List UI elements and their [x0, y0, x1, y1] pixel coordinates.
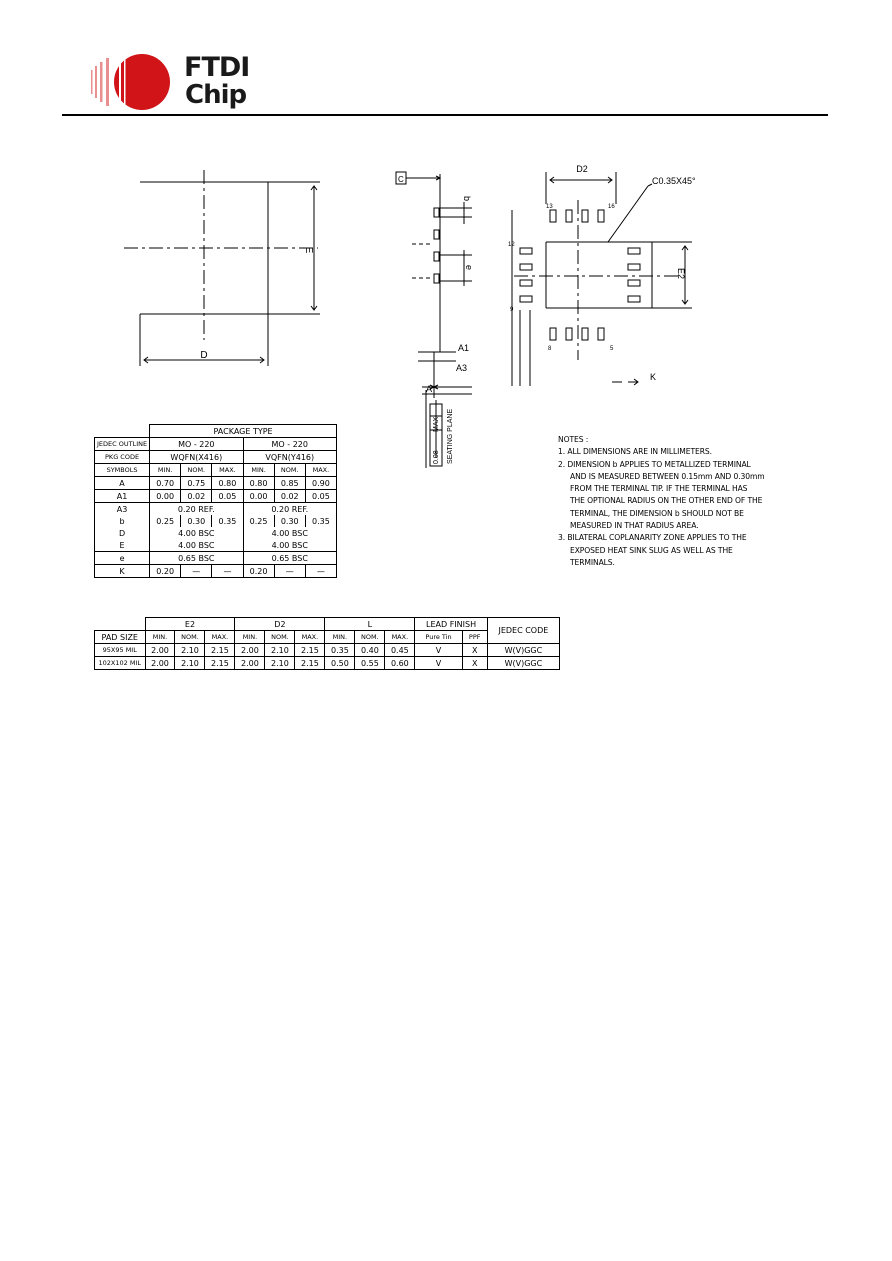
cell: 0.30	[274, 515, 305, 527]
side-view-e-label: e	[464, 265, 474, 271]
cell: 0.65 BSC	[243, 552, 336, 565]
cell: 0.20	[243, 565, 274, 578]
column-header: MIN.	[325, 631, 355, 644]
cell: 0.50	[325, 657, 355, 670]
row-label: A	[95, 477, 150, 490]
cell: NOM.	[181, 464, 212, 477]
cell: 2.15	[295, 657, 325, 670]
row-label: D	[95, 527, 150, 539]
row-label: b	[95, 515, 150, 527]
cell: 0.65 BSC	[150, 552, 243, 565]
side-view-a3-label: A3	[456, 363, 468, 373]
notes-title: NOTES :	[558, 435, 589, 444]
column-header: PPF	[462, 631, 487, 644]
cell: WQFN(X416)	[150, 451, 243, 464]
table-header-row	[95, 618, 560, 631]
column-header: MIN.	[145, 631, 175, 644]
pin-13-label: 13	[546, 204, 553, 210]
cell: 0.20	[150, 565, 181, 578]
pin-9-label: 9	[510, 307, 514, 313]
pin-16-label: 16	[608, 204, 615, 210]
note-line: FROM THE TERMINAL TIP. IF THE TERMINAL HAS	[570, 484, 748, 494]
logo-circles-icon	[88, 52, 188, 112]
table-row	[95, 539, 337, 552]
cell: 0.20 REF.	[243, 503, 336, 516]
cell: 0.90	[305, 477, 336, 490]
cell: 0.00	[243, 490, 274, 503]
cell: 2.10	[175, 657, 205, 670]
bottom-view-k-label: K	[650, 372, 657, 382]
cell: 0.25	[156, 516, 175, 526]
cell: 4.00 BSC	[243, 539, 336, 552]
cell: MAX.	[305, 464, 336, 477]
cell: 0.35	[325, 644, 355, 657]
table-row	[95, 464, 337, 477]
cell: 0.25	[243, 515, 274, 527]
cell: 0.40	[355, 644, 385, 657]
note-line: TERMINAL, THE DIMENSION b SHOULD NOT BE	[570, 508, 744, 518]
cell: 2.15	[205, 644, 235, 657]
cell: 4.00 BSC	[243, 527, 336, 539]
cell: 0.85	[274, 477, 305, 490]
cell: —	[274, 565, 305, 578]
cell: —	[212, 565, 243, 578]
cell: 4.00 BSC	[150, 527, 243, 539]
side-view-a1-label: A1	[458, 343, 470, 353]
cell: 2.10	[175, 644, 205, 657]
top-view-drawing	[118, 170, 333, 370]
table-row	[95, 490, 337, 503]
table-row	[95, 477, 337, 490]
cell: 95X95 MIL	[95, 644, 146, 657]
column-header: PAD SIZE	[95, 631, 146, 644]
table-row	[95, 657, 560, 670]
column-header: NOM.	[355, 631, 385, 644]
package-type-header: PACKAGE TYPE	[150, 425, 337, 438]
bottom-view-chamfer-label: C0.35X45°	[652, 176, 696, 186]
column-group-e2: E2	[145, 618, 235, 631]
top-view-d-label: D	[200, 350, 208, 361]
row-label: PKG CODE	[95, 451, 150, 464]
row-label: A3	[95, 503, 150, 516]
bottom-view-e2-label: E2	[676, 268, 686, 280]
column-header: NOM.	[265, 631, 295, 644]
package-dimension-table	[94, 424, 337, 578]
cell: 0.05	[305, 490, 336, 503]
cell: MAX.	[212, 464, 243, 477]
bottom-view-drawing	[502, 160, 702, 390]
cell: 2.15	[295, 644, 325, 657]
column-group-lead-finish: LEAD FINISH	[415, 618, 487, 631]
pin-5-label: 5	[610, 346, 614, 352]
cell: 2.00	[235, 644, 265, 657]
cell: 0.35	[305, 515, 336, 527]
column-header: NOM.	[175, 631, 205, 644]
cell: 0.80	[212, 477, 243, 490]
note-line: MEASURED IN THAT RADIUS AREA.	[570, 521, 699, 531]
column-group-jedec-code: JEDEC CODE	[487, 618, 559, 644]
table-row	[95, 565, 337, 578]
pad-size-table	[94, 617, 560, 670]
seating-plane-label: SEATING PLANE	[447, 408, 454, 464]
cell: V	[415, 657, 462, 670]
side-view-b-label: b	[462, 196, 472, 202]
table-row	[95, 503, 337, 516]
column-group-l: L	[325, 618, 415, 631]
table-row	[95, 552, 337, 565]
cell: 2.00	[145, 657, 175, 670]
cell: V	[415, 644, 462, 657]
cell: 0.55	[355, 657, 385, 670]
cell: MIN.	[243, 464, 274, 477]
side-view-a-label: A	[426, 384, 433, 394]
cell: 0.75	[181, 477, 212, 490]
column-group-d2: D2	[235, 618, 325, 631]
bottom-view-d2-label: D2	[576, 164, 588, 174]
column-header: MAX.	[385, 631, 415, 644]
cell: 0.60	[385, 657, 415, 670]
row-label: K	[95, 565, 150, 578]
cell: NOM.	[274, 464, 305, 477]
notes-block	[558, 434, 803, 569]
table-row	[95, 438, 337, 451]
top-view-e-label: E	[303, 246, 314, 254]
cell: 0.80	[243, 477, 274, 490]
note-line: THE OPTIONAL RADIUS ON THE OTHER END OF THE	[570, 496, 763, 506]
note-line: EXPOSED HEAT SINK SLUG AS WELL AS THE	[570, 545, 733, 555]
logo-ftdi-text: FTDI	[184, 52, 250, 83]
coplanarity-value: 0.08	[433, 450, 440, 464]
header-rule	[62, 114, 828, 116]
pin-8-label: 8	[548, 346, 552, 352]
side-view-drawing	[392, 168, 497, 478]
table-row	[95, 644, 560, 657]
cell: 4.00 BSC	[150, 539, 243, 552]
row-label: SYMBOLS	[95, 464, 150, 477]
note-line: 2. DIMENSION b APPLIES TO METALLIZED TERMINAL	[558, 459, 751, 469]
side-view-c-label: C	[398, 175, 404, 184]
cell: 0.45	[385, 644, 415, 657]
table-row	[95, 515, 337, 527]
cell: 2.10	[265, 644, 295, 657]
column-header: MAX.	[205, 631, 235, 644]
column-header: Pure Tin	[415, 631, 462, 644]
logo-chip-text: Chip	[185, 80, 247, 110]
cell: 0.00	[150, 490, 181, 503]
cell: MO - 220	[150, 438, 243, 451]
cell: 0.30	[181, 515, 212, 527]
cell: 2.10	[265, 657, 295, 670]
row-label: E	[95, 539, 150, 552]
note-line: 3. BILATERAL COPLANARITY ZONE APPLIES TO THE	[558, 533, 747, 543]
cell: W(V)GGC	[487, 644, 559, 657]
cell: W(V)GGC	[487, 657, 559, 670]
table-row	[95, 527, 337, 539]
cell: 0.20 REF.	[150, 503, 243, 516]
row-label: JEDEC OUTLINE	[95, 438, 150, 451]
cell: 0.35	[212, 515, 243, 527]
column-header: MIN.	[235, 631, 265, 644]
cell: 2.00	[235, 657, 265, 670]
ftdi-logo	[88, 52, 253, 112]
note-line: TERMINALS.	[570, 557, 615, 567]
pin-12-label: 12	[508, 242, 515, 248]
cell: MO - 220	[243, 438, 336, 451]
cell: 2.00	[145, 644, 175, 657]
cell: 0.70	[150, 477, 181, 490]
cell: X	[462, 657, 487, 670]
cell: 0.02	[274, 490, 305, 503]
table-row	[95, 451, 337, 464]
note-line: 1. ALL DIMENSIONS ARE IN MILLIMETERS.	[558, 447, 712, 457]
column-header: MAX.	[295, 631, 325, 644]
cell: MIN.	[150, 464, 181, 477]
cell: —	[181, 565, 212, 578]
cell: X	[462, 644, 487, 657]
row-label: e	[95, 552, 150, 565]
coplanarity-max: MAX	[433, 416, 440, 432]
cell: 0.05	[212, 490, 243, 503]
cell: 2.15	[205, 657, 235, 670]
cell: 102X102 MIL	[95, 657, 146, 670]
cell: —	[305, 565, 336, 578]
cell: 0.02	[181, 490, 212, 503]
note-line: AND IS MEASURED BETWEEN 0.15mm AND 0.30mm	[570, 471, 765, 481]
cell: VQFN(Y416)	[243, 451, 336, 464]
row-label: A1	[95, 490, 150, 503]
